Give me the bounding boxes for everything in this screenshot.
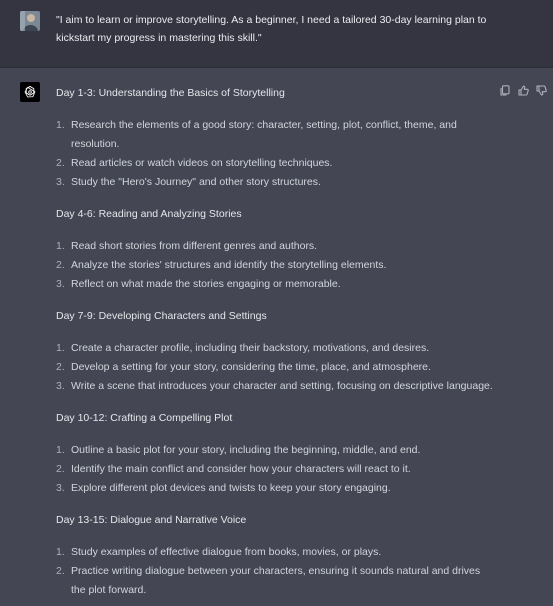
section-title: Day 4-6: Reading and Analyzing Stories — [56, 208, 242, 220]
plan-section — [56, 205, 496, 294]
list-item: 2. Develop a setting for your story, considering the time, place, and atmosphere. — [56, 361, 431, 373]
section-title: Day 1-3: Understanding the Basics of Storytelling — [56, 87, 285, 99]
list-item: 2. Practice writing dialogue between your characters, ensuring it sounds natural and drives the plot forward. — [56, 565, 481, 596]
thumbs-up-icon[interactable] — [517, 84, 529, 96]
assistant-message-content — [56, 84, 496, 600]
section-title: Day 10-12: Crafting a Compelling Plot — [56, 412, 233, 424]
list-item: 1. Outline a basic plot for your story, including the beginning, middle, and end. — [56, 444, 421, 456]
list-item: 2. Read articles or watch videos on storytelling techniques. — [56, 157, 333, 169]
list-item: 1. Create a character profile, including their backstory, motivations, and desires. — [56, 342, 430, 354]
list-item: 3. Write a scene that introduces your character and setting, focusing on descriptive language. — [56, 380, 493, 392]
list-item: 3. Study the "Hero's Journey" and other story structures. — [56, 176, 321, 188]
section-title: Day 7-9: Developing Characters and Settings — [56, 310, 267, 322]
section-list — [56, 543, 496, 600]
list-item: 2. Identify the main conflict and consider how your characters will react to it. — [56, 463, 411, 475]
list-item: 1. Study examples of effective dialogue from books, movies, or plays. — [56, 546, 382, 558]
user-avatar — [20, 11, 40, 31]
list-item: 1. Research the elements of a good story: character, setting, plot, conflict, theme, and resolution. — [56, 119, 457, 150]
section-list — [56, 116, 496, 192]
plan-section — [56, 409, 496, 498]
plan-section — [56, 307, 496, 396]
message-actions — [499, 84, 547, 96]
section-list — [56, 339, 496, 396]
section-list — [56, 441, 496, 498]
list-item: 3. Explore different plot devices and twists to keep your story engaging. — [56, 482, 391, 494]
list-item: 1. Read short stories from different genres and authors. — [56, 240, 318, 252]
section-title: Day 13-15: Dialogue and Narrative Voice — [56, 514, 247, 526]
list-item: 3. Reflect on what made the stories engaging or memorable. — [56, 278, 341, 290]
plan-section — [56, 511, 496, 600]
assistant-message-row — [0, 68, 553, 606]
section-list — [56, 237, 496, 294]
copy-icon[interactable] — [499, 84, 511, 96]
plan-section — [56, 84, 496, 192]
user-message-text: "I aim to learn or improve storytelling. As a beginner, I need a tailored 30-day learning plan to kickstart my progress in mastering this skill." — [56, 14, 487, 44]
user-message-row — [0, 0, 553, 68]
chatgpt-logo-icon — [20, 82, 40, 102]
list-item: 2. Analyze the stories' structures and identify the storytelling elements. — [56, 259, 387, 271]
thumbs-down-icon[interactable] — [535, 84, 547, 96]
